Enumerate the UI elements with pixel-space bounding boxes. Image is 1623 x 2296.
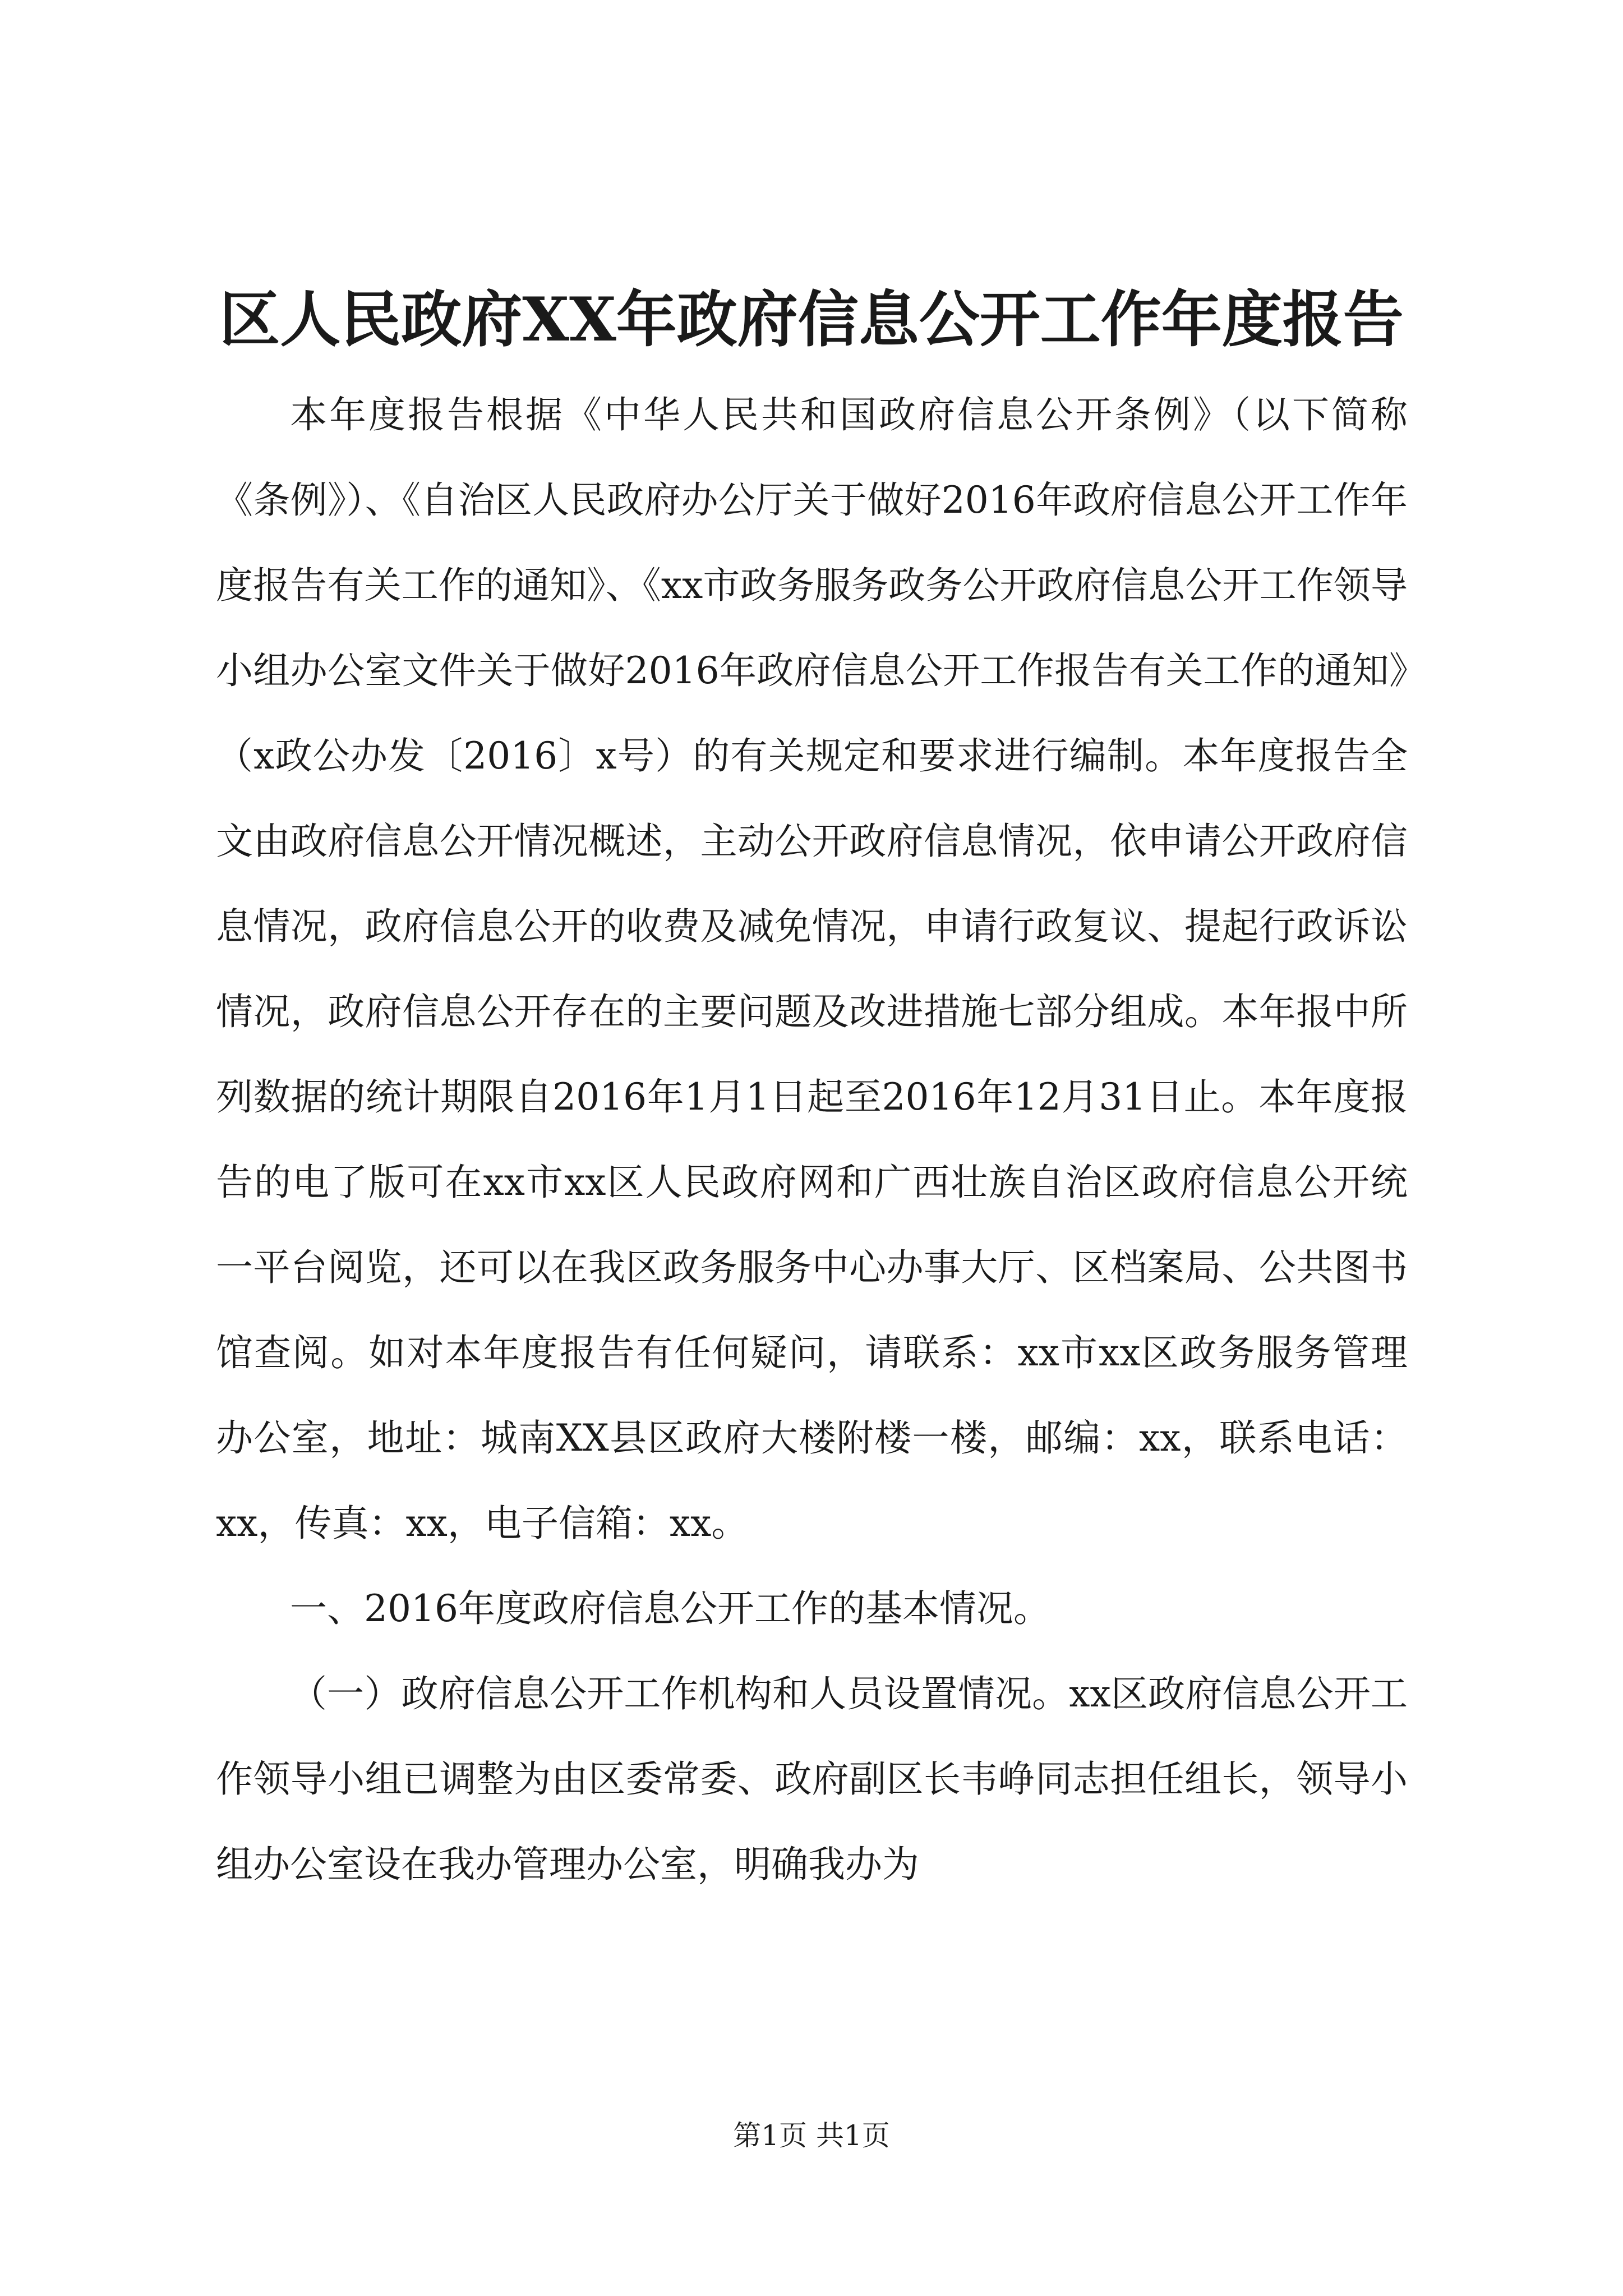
paragraph-intro: 本年度报告根据《中华人民共和国政府信息公开条例》（以下简称《条例》）、《自治区人民政府办公厅关于做好2016年政府信息公开工作年度报告有关工作的通知》、《xx市政务服务政务公开政府信息公开工作领导小组办公室文件关于做好2016年政府信息公开工作报告有关工作的通知》（x政公办发〔2016〕x号）的有关规定和要求进行编制。本年度报告全文由政府信息公开情况概述，主动公开政府信息情况，依申请公开政府信息情况，政府信息公开的收费及减免情况，申请行政复议、提起行政诉讼情况，政府信息公开存在的主要问题及改进措施七部分组成。本年报中所列数据的统计期限自2016年1月1日起至2016年12月31日止。本年度报告的电了版可在xx市xx区人民政府网和广西壮族自治区政府信息公开统一平台阅览，还可以在我区政务服务中心办事大厅、区档案局、公共图书馆查阅。如对本年度报告有任何疑问，请联系：xx市xx区政务服务管理办公室，地址：城南XX县区政府大楼附楼一楼，邮编：xx，联系电话：xx，传真：xx，电子信箱：xx。 xyxy=(216,393,1408,1545)
page-footer: 第1页 共1页 xyxy=(733,2119,890,2152)
paragraph-subsection-1: （一）政府信息公开工作机构和人员设置情况。xx区政府信息公开工作领导小组已调整为由区委常委、政府副区长韦峥同志担任组长，领导小组办公室设在我办管理办公室，明确我办为 xyxy=(216,1672,1408,1886)
document-body xyxy=(216,372,1408,1907)
section-heading-1: 一、2016年度政府信息公开工作的基本情况。 xyxy=(290,1587,1050,1630)
document-title: 区人民政府XX年政府信息公开工作年度报告 xyxy=(219,284,1404,355)
